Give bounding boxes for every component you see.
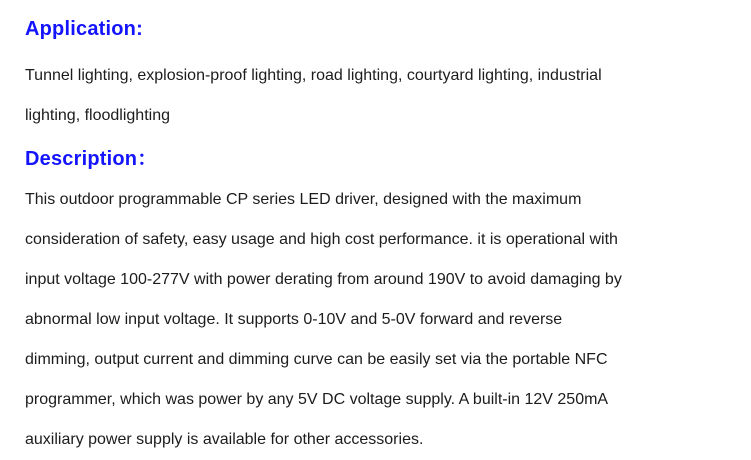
- text-line: dimming, output current and dimming curve can be easily set via the portable NFC: [25, 351, 608, 368]
- text-line: abnormal low input voltage. It supports 0-10V and 5-0V forward and reverse: [25, 311, 563, 328]
- section-description: [25, 146, 727, 460]
- description-heading: Description：: [25, 148, 158, 170]
- application-heading: Application:: [25, 18, 143, 40]
- text-line: Tunnel lighting, explosion-proof lighting, road lighting, courtyard lighting, industrial: [25, 67, 602, 84]
- text-line: consideration of safety, easy usage and high cost performance. it is operational with: [25, 231, 618, 248]
- text-line: programmer, which was power by any 5V DC voltage supply. A built-in 12V 250mA: [25, 391, 609, 408]
- text-line: lighting, floodlighting: [25, 107, 170, 124]
- text-line: This outdoor programmable CP series LED driver, designed with the maximum: [25, 191, 582, 208]
- text-line: auxiliary power supply is available for other accessories.: [25, 431, 424, 448]
- description-paragraph: [25, 180, 727, 460]
- text-line: input voltage 100-277V with power derating from around 190V to avoid damaging by: [25, 271, 622, 288]
- application-paragraph: [25, 56, 727, 136]
- section-application: [25, 16, 727, 136]
